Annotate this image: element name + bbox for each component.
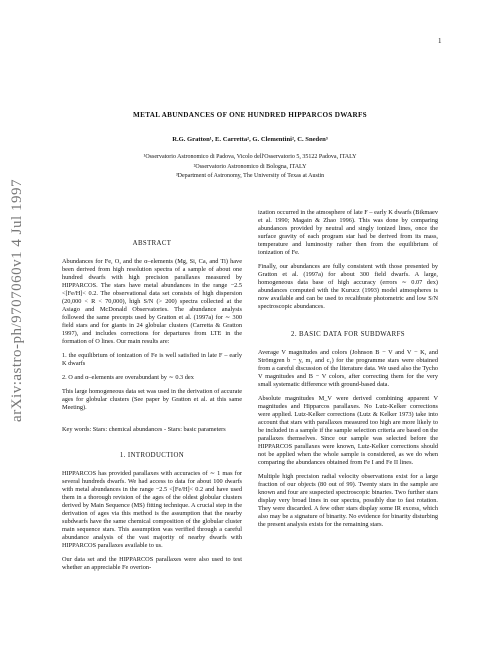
keywords: Key words: Stars: chemical abundances - Stars: basic parameters xyxy=(62,426,226,433)
affiliations xyxy=(60,153,440,182)
abstract-heading: ABSTRACT xyxy=(132,240,172,247)
affiliation-3: ³Department of Astronomy, The University of Texas at Austin xyxy=(175,173,325,179)
consistency-paragraph: Finally, our abundances are fully consistent with those presented by Gratton et al. (1997a) for about 300 field dwarfs. A large, homogeneous data base of high accuracy (errors ∼ 0.07 dex) abundances computed with the Kurucz (1993) model atmospheres is now available and can be used to recalibrate photometric and low S/N spectroscopic abundances. xyxy=(258,263,438,310)
left-column xyxy=(62,212,242,578)
abstract-closing-paragraph: This large homogeneous data set was used in the derivation of accurate ages for globular clusters (See paper by Gratton et al. at this same Meeting). xyxy=(62,388,242,411)
arxiv-identifier: arXiv:astro-ph/9707060v1 4 Jul 1997 xyxy=(8,178,25,422)
right-column xyxy=(258,209,438,535)
result-item-2: 2. O and α–elements are overabundant by ∼ 0.3 dex xyxy=(62,374,194,381)
arxiv-stamp xyxy=(6,160,28,440)
page-number: 1 xyxy=(438,37,442,45)
result-item-1: 1. the equilibrium of ionization of Fe is well satisfied in late F – early K dwarfs xyxy=(62,352,242,367)
abstract-paragraph: Abundances for Fe, O, and the α–elements (Mg, Si, Ca, and Ti) have been derived from high resolution spectra of a sample of about one hundred dwarfs with high precision parallaxes measured by HIPPARCOS. The stars have metal abundances in the range −2.5 <[Fe/H]< 0.2. The observational data set consists of high dispersion (20,000 < R < 70,000), high S/N (> 200) spectra collected at the Asiago and McDonald Observatories. The abundance analysis followed the same precepts used by Gratton et al. (1997a) for ∼ 300 field stars and for giants in 24 globular clusters (Carretta & Gratton 1997), and includes corrections for departures from LTE in the formation of O lines. Our main results are: xyxy=(62,258,242,345)
section2-paragraph-1: Average V magnitudes and colors (Johnson B − V and V − K, and Strömgren b − y, m₁ and c₁) for the programme stars were obtained from a careful discussion of the literature data. We used also the Tycho V magnitudes and B − V colors, after correcting them for the very small systematic difference with ground-based data. xyxy=(258,349,438,388)
intro-paragraph-2: Our data set and the HIPPARCOS parallaxes were also used to test whether an appreciable Fe overion- xyxy=(62,556,242,571)
affiliation-1: ¹Osservatorio Astronomico di Padova, Vicolo dell'Osservatorio 5, 35122 Padova, ITALY xyxy=(143,154,357,160)
section2-paragraph-3: Multiple high precision radial velocity observations exist for a large fraction of our objects (80 out of 99). Twenty stars in the sample are known and four are suspected spectroscopic binaries. Two further stars display very broad lines in our spectra, possibly due to fast rotation. They were discarded. A few other stars display some IR excess, which also may be a signature of binarity. No evidence for binarity disturbing the present analysis exists for the remaining stars. xyxy=(258,473,438,528)
author-list: R.G. Gratton¹, E. Carretta², G. Clementini², C. Sneden³ xyxy=(172,136,328,143)
section2-paragraph-2: Absolute magnitudes M_V were derived combining apparent V magnitudes and Hipparcos parallaxes. No Lutz-Kelker corrections were applied. Lutz-Kelker corrections (Lutz & Kelker 1973) take into account that stars with parallaxes measured too high are more likely to be included in a sample if the sample selection criteria are based on the parallaxes themselves. Since our sample was selected before the HIPPARCOS parallaxes were known, Lutz-Kelker corrections should not be applied when the whole sample is considered, as we do when comparing the abundances obtained from Fe I and Fe II lines. xyxy=(258,395,438,466)
ionization-paragraph: ization occurred in the atmosphere of late F – early K dwarfs (Bikmaev et al. 1990; Magain & Zhao 1996). This was done by comparing abundances provided by neutral and singly ionized lines, once the surface gravity of each program star had be derived from its mass, temperature and luminosity rather then from the equilibrium of ionization of Fe. xyxy=(258,209,438,256)
paper-title: METAL ABUNDANCES OF ONE HUNDRED HIPPARCOS DWARFS xyxy=(133,111,367,119)
intro-heading: 1. INTRODUCTION xyxy=(119,452,185,459)
section2-heading: 2. BASIC DATA FOR SUBDWARFS xyxy=(291,331,405,338)
affiliation-2: ²Osservatorio Astronomico di Bologna, ITALY xyxy=(193,163,307,170)
intro-paragraph-1: HIPPARCOS has provided parallaxes with accuracies of ∼ 1 mas for several hundreds dwarfs. We had access to data for about 100 dwarfs with metal abundances in the range −2.5 <[Fe/H]< 0.2 and have used them in a thorough revision of the ages of the oldest globular clusters derived by Main Sequence (MS) fitting technique. A crucial step in the derivation of ages via this method is the assumption that the nearby subdwarfs have the same chemical composition of the globular cluster main sequence stars. This assumption was verified through a careful abundance analysis of the vast majority of nearby dwarfs with HIPPARCOS parallaxes available to us. xyxy=(62,470,242,549)
